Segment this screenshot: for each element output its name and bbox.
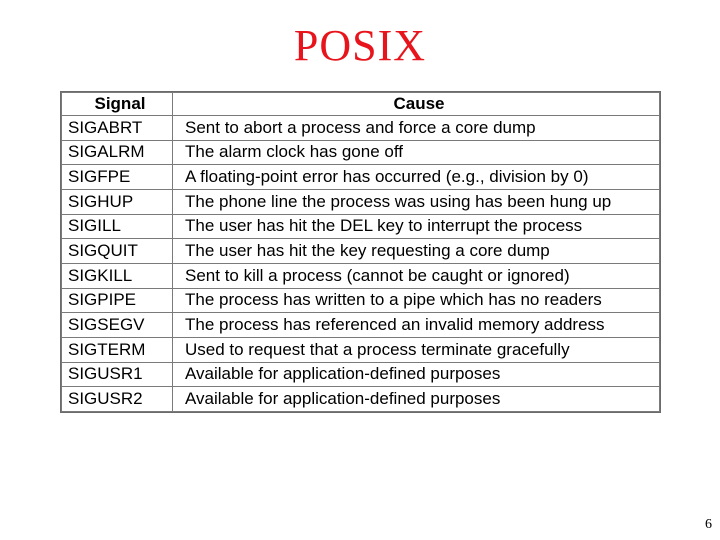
- signal-cause: The alarm clock has gone off: [173, 140, 660, 165]
- signal-cause: The phone line the process was using has been hung up: [173, 189, 660, 214]
- signal-name: SIGALRM: [62, 140, 173, 165]
- table-row: [62, 288, 660, 313]
- signal-cause: Available for application-defined purposes: [173, 362, 660, 387]
- table-header-row: [62, 93, 660, 116]
- signal-name: SIGHUP: [62, 189, 173, 214]
- signal-cause: Sent to abort a process and force a core dump: [173, 116, 660, 141]
- signal-cause: The process has written to a pipe which has no readers: [173, 288, 660, 313]
- table-row: [62, 362, 660, 387]
- table-row: [62, 165, 660, 190]
- signal-cause: The user has hit the DEL key to interrupt the process: [173, 214, 660, 239]
- signal-cause: The process has referenced an invalid memory address: [173, 313, 660, 338]
- signal-name: SIGFPE: [62, 165, 173, 190]
- table-row: [62, 116, 660, 141]
- signal-cause: A floating-point error has occurred (e.g., division by 0): [173, 165, 660, 190]
- signal-table: [61, 92, 660, 412]
- table-row: [62, 313, 660, 338]
- signal-cause: Sent to kill a process (cannot be caught or ignored): [173, 263, 660, 288]
- table-row: [62, 140, 660, 165]
- signal-name: SIGSEGV: [62, 313, 173, 338]
- signal-name: SIGUSR2: [62, 387, 173, 412]
- table-row: [62, 337, 660, 362]
- table-row: [62, 214, 660, 239]
- header-signal: Signal: [62, 93, 173, 116]
- signal-name: SIGPIPE: [62, 288, 173, 313]
- slide-title: POSIX: [293, 21, 427, 70]
- signal-cause: Used to request that a process terminate gracefully: [173, 337, 660, 362]
- header-cause: Cause: [173, 93, 660, 116]
- signal-cause: Available for application-defined purposes: [173, 387, 660, 412]
- table-row: [62, 189, 660, 214]
- table-row: [62, 387, 660, 412]
- table-row: [62, 263, 660, 288]
- signal-name: SIGTERM: [62, 337, 173, 362]
- signal-table-container: [60, 91, 661, 413]
- page-number: 6: [705, 517, 712, 532]
- signal-name: SIGKILL: [62, 263, 173, 288]
- signal-cause: The user has hit the key requesting a core dump: [173, 239, 660, 264]
- table-row: [62, 239, 660, 264]
- signal-name: SIGILL: [62, 214, 173, 239]
- signal-name: SIGQUIT: [62, 239, 173, 264]
- signal-name: SIGABRT: [62, 116, 173, 141]
- signal-name: SIGUSR1: [62, 362, 173, 387]
